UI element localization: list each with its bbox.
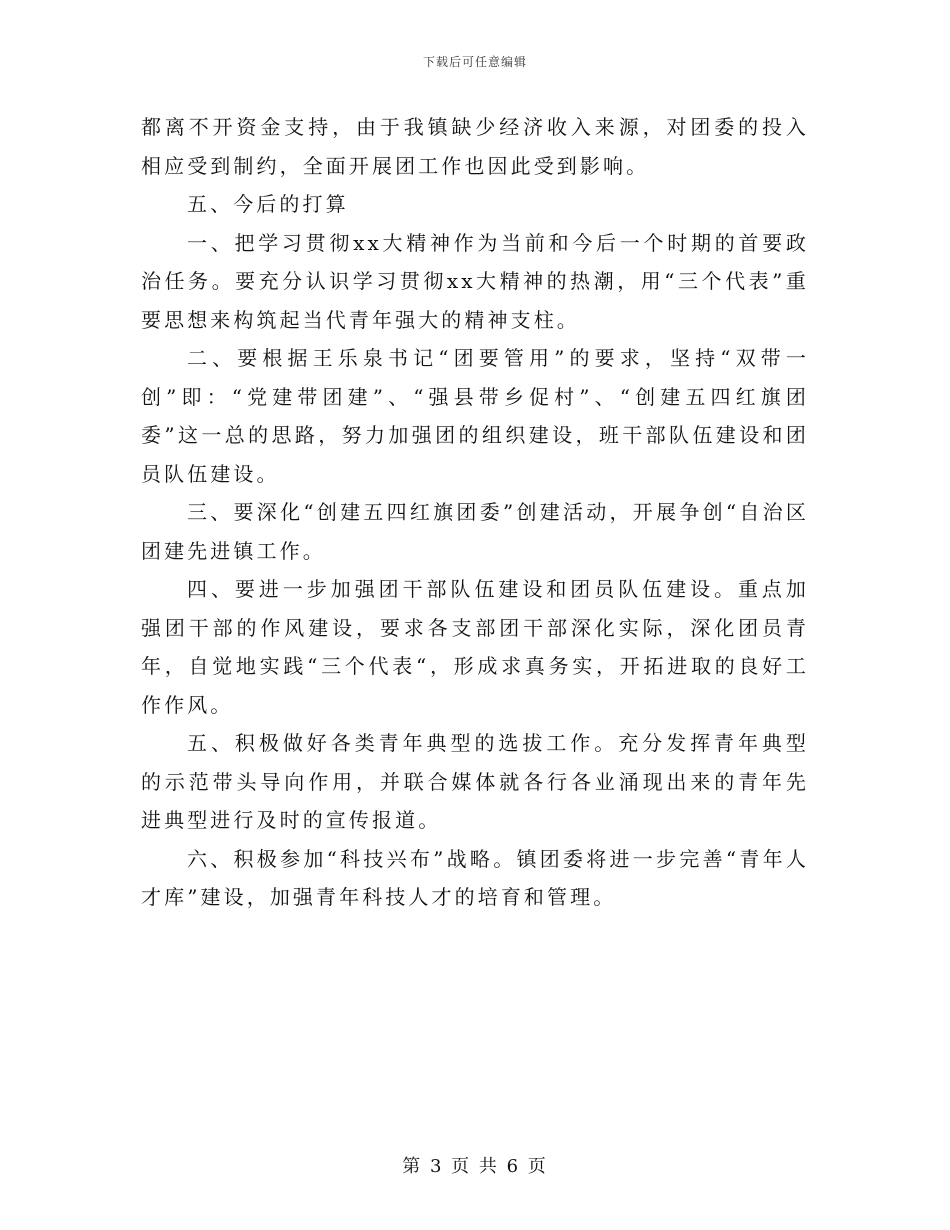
- section-heading: 五、今后的打算: [187, 192, 349, 216]
- paragraph-item-5: 五、积极做好各类青年典型的选拔工作。充分发挥青年典型的示范带头导向作用，并联合媒体就各行各业涌现出来的青年先进典型进行及时的宣传报道。: [141, 731, 809, 832]
- paragraph-continuation: 都离不开资金支持，由于我镇缺少经济收入来源，对团委的投入相应受到制约，全面开展团工作也因此受到影响。: [141, 115, 809, 178]
- paragraph-item-1: 一、把学习贯彻xx大精神作为当前和今后一个时期的首要政治任务。要充分认识学习贯彻xx大精神的热潮，用“三个代表”重要思想来构筑起当代青年强大的精神支柱。: [141, 230, 809, 332]
- document-body: [141, 108, 809, 917]
- paragraph-item-4: 四、要进一步加强团干部队伍建设和团员队伍建设。重点加强团干部的作风建设，要求各支部团干部深化实际，深化团员青年，自觉地实践“三个代表“，形成求真务实，开拓进取的良好工作作风。: [141, 577, 809, 717]
- page-header: 下载后可任意编辑: [422, 55, 527, 69]
- page-number-footer: 第 3 页 共 6 页: [402, 1156, 548, 1177]
- paragraph-item-6: 六、积极参加“科技兴布”战略。镇团委将进一步完善“青年人才库”建设，加强青年科技人才的培育和管理。: [141, 846, 809, 909]
- paragraph-item-3: 三、要深化“创建五四红旗团委”创建活动，开展争创“自治区团建先进镇工作。: [141, 500, 809, 563]
- paragraph-item-2: 二、要根据王乐泉书记“团要管用”的要求，坚持“双带一创”即：“党建带团建”、“强县带乡促村”、“创建五四红旗团委”这一总的思路，努力加强团的组织建设，班干部队伍建设和团员队伍建设。: [141, 346, 809, 486]
